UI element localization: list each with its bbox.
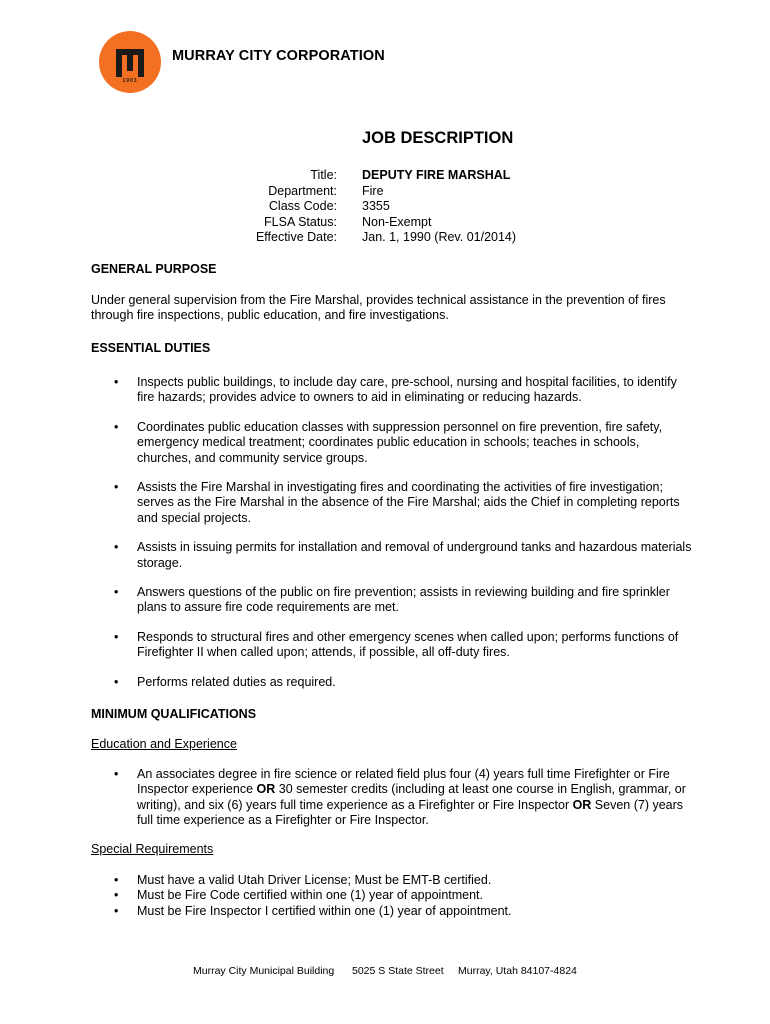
meta-value-effective-date: Jan. 1, 1990 (Rev. 01/2014) xyxy=(362,230,517,245)
meta-label-class-code: Class Code: xyxy=(268,199,337,214)
duty-item: • Responds to structural fires and other emergency scenes when called upon; performs functions of Firefighter II when called upon; attends, if possible, all off-duty fires. xyxy=(91,630,696,661)
footer-city: Murray, Utah 84107-4824 xyxy=(458,965,577,977)
meta-value-department: Fire xyxy=(362,183,384,198)
general-purpose-text: Under general supervision from the Fire Marshal, provides technical assistance in the prevention of fires through fire inspections, public education, and fire investigations. xyxy=(91,293,666,323)
murray-city-logo xyxy=(99,31,161,93)
general-purpose-heading: GENERAL PURPOSE xyxy=(91,262,217,276)
minimum-qualifications-heading: MINIMUM QUALIFICATIONS xyxy=(91,707,257,721)
duty-item: • Assists in issuing permits for installation and removal of underground tanks and hazardous materials storage. xyxy=(91,540,696,571)
duty-item: • Coordinates public education classes with suppression personnel on fire prevention, fire safety, emergency medical treatment; coordinates public education in schools; teaches in schools, churches, and community service groups. xyxy=(91,420,696,466)
meta-value-flsa-status: Non-Exempt xyxy=(362,214,432,229)
duty-item: • Assists the Fire Marshal in investigating fires and coordinating the activities of fire investigation; serves as the Fire Marshal in the absence of the Fire Marshal; aids the Chief in completing reports and special projects. xyxy=(91,480,696,526)
meta-label-flsa-status: FLSA Status: xyxy=(264,214,337,229)
meta-label-effective-date: Effective Date: xyxy=(255,230,337,245)
education-or-emphasis: OR xyxy=(572,797,592,812)
meta-value-title: DEPUTY FIRE MARSHAL xyxy=(362,168,511,182)
meta-label-title: Title: xyxy=(310,168,337,182)
meta-label-department: Department: xyxy=(268,183,337,198)
special-requirement-item: • Must be Fire Code certified within one (1) year of appointment. xyxy=(91,888,691,903)
education-item xyxy=(91,767,691,829)
education-text: An associates degree in fire science or related field plus four (4) years full time Firefighter or Fire Inspector experience xyxy=(137,767,670,797)
special-requirements-heading: Special Requirements xyxy=(91,842,214,856)
meta-labels xyxy=(200,168,337,246)
duty-item: • Answers questions of the public on fire prevention; assists in reviewing building and fire sprinkler plans to assure fire code requirements are met. xyxy=(91,585,696,616)
education-text: 30 semester credits (including at least one course in English, grammar, or writing), and six (6) years full time experience as a Firefighter or Fire Inspector xyxy=(137,782,686,812)
education-or-emphasis: OR xyxy=(256,782,276,797)
footer-street: 5025 S State Street xyxy=(352,965,444,977)
footer-building: Murray City Municipal Building xyxy=(193,965,335,977)
special-requirement-item: • Must be Fire Inspector I certified within one (1) year of appointment. xyxy=(91,904,691,919)
education-text: Seven (7) years full time experience as a Firefighter or Fire Inspector. xyxy=(137,797,684,828)
education-experience-heading: Education and Experience xyxy=(91,737,237,751)
duty-item: • Performs related duties as required. xyxy=(91,675,696,690)
special-requirement-item: • Must have a valid Utah Driver License; Must be EMT-B certified. xyxy=(91,873,691,888)
duty-item: • Inspects public buildings, to include day care, pre-school, nursing and hospital facilities, to identify fire hazards; provides advice to owners to aid in eliminating or reducing hazards. xyxy=(91,375,696,406)
meta-values xyxy=(362,168,516,246)
document-heading: JOB DESCRIPTION xyxy=(362,129,514,147)
organization-name: MURRAY CITY CORPORATION xyxy=(172,48,385,64)
essential-duties-list xyxy=(91,375,696,690)
essential-duties-heading: ESSENTIAL DUTIES xyxy=(91,341,211,355)
education-list xyxy=(91,767,691,829)
meta-value-class-code: 3355 xyxy=(362,199,390,214)
special-requirements-list xyxy=(91,873,691,919)
logo-year: 1903 xyxy=(122,78,138,84)
